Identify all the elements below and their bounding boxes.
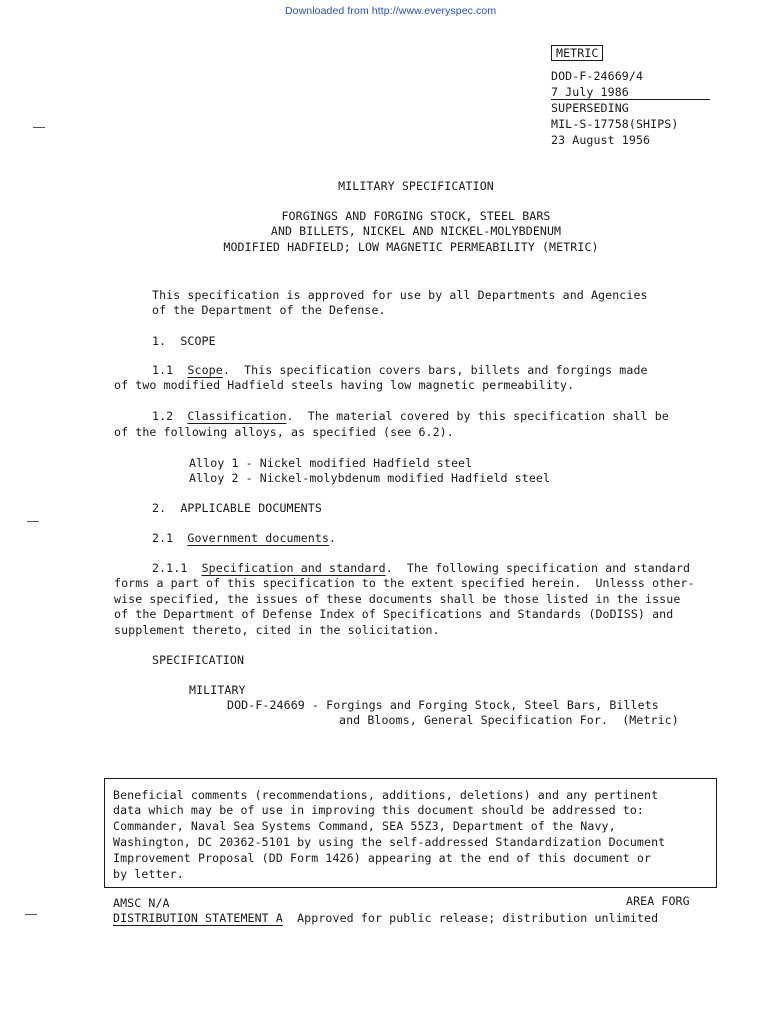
section-2-1-1-line-1	[152, 561, 690, 576]
section-1-2-text: . The material covered by this specification shall be	[286, 409, 669, 423]
notice-line-5: Improvement Proposal (DD Form 1426) appearing at the end of this document or	[113, 851, 652, 865]
section-1-1-text: . This specification covers bars, billets and forgings made	[222, 363, 648, 377]
specification-label: SPECIFICATION	[152, 653, 245, 667]
superseded-date: 23 August 1956	[551, 133, 651, 147]
distribution-text: Approved for public release; distribution unlimited	[297, 911, 659, 925]
margin-mark	[27, 521, 39, 522]
section-2-1-1-title: Specification and standard	[201, 561, 386, 575]
section-1-1-number: 1.1	[152, 363, 174, 377]
download-link[interactable]: Downloaded from http://www.everyspec.com	[285, 5, 497, 17]
section-1-2-line-1	[152, 409, 669, 424]
applicable-documents-heading: 2. APPLICABLE DOCUMENTS	[152, 501, 322, 515]
distribution-statement	[113, 911, 658, 926]
notice-line-2: data which may be of use in improving this document should be addressed to:	[113, 803, 645, 817]
notice-line-1: Beneficial comments (recommendations, additions, deletions) and any pertinent	[113, 788, 659, 802]
notice-line-3: Commander, Naval Sea Systems Command, SEA 55Z3, Department of the Navy,	[113, 819, 616, 833]
date-underline	[551, 99, 710, 100]
notice-line-4: Washington, DC 20362-5101 by using the self-addressed Standardization Document	[113, 835, 666, 849]
reference-line-1: DOD-F-24669 - Forgings and Forging Stock, Steel Bars, Billets	[227, 698, 659, 712]
title-line-2: AND BILLETS, NICKEL AND NICKEL-MOLYBDENUM	[270, 224, 562, 238]
reference-line-2: and Blooms, General Specification For. (Metric)	[339, 713, 679, 727]
scope-heading: 1. SCOPE	[152, 334, 216, 348]
title-line-3: MODIFIED HADFIELD; LOW MAGNETIC PERMEABILITY (METRIC)	[223, 240, 599, 254]
military-label: MILITARY	[189, 683, 246, 697]
document-date: 7 July 1986	[551, 85, 629, 99]
document-number: DOD-F-24669/4	[551, 69, 644, 83]
section-2-1-1-line-3: wise specified, the issues of these documents shall be those listed in the issue	[114, 592, 681, 606]
area-label: AREA FORG	[626, 894, 690, 908]
section-1-2-title: Classification	[187, 409, 287, 423]
section-2-1-number: 2.1	[152, 531, 174, 545]
metric-badge	[551, 45, 603, 62]
alloy-1: Alloy 1 - Nickel modified Hadfield steel	[189, 456, 473, 470]
section-2-1-1-line-4: of the Department of Defense Index of Specifications and Standards (DoDISS) and	[114, 607, 674, 621]
section-1-1-title: Scope	[187, 363, 223, 377]
metric-label: METRIC	[551, 45, 603, 61]
distribution-label: DISTRIBUTION STATEMENT A	[113, 911, 283, 925]
section-1-2-line-2: of the following alloys, as specified (see 6.2).	[114, 425, 454, 439]
superseding-label: SUPERSEDING	[551, 101, 629, 115]
approval-line-1: This specification is approved for use by all Departments and Agencies	[152, 288, 648, 302]
spec-type-heading: MILITARY SPECIFICATION	[338, 179, 494, 193]
section-2-1-1-line-5: supplement thereto, cited in the solicitation.	[114, 623, 440, 637]
section-2-1-1-number: 2.1.1	[152, 561, 188, 575]
amsc-label: AMSC N/A	[113, 896, 170, 910]
title-line-1: FORGINGS AND FORGING STOCK, STEEL BARS	[281, 209, 551, 223]
section-2-1-1-text: . The following specification and standard	[385, 561, 691, 575]
section-1-1-line-1	[152, 363, 648, 378]
section-1-1-line-2: of two modified Hadfield steels having low magnetic permeability.	[114, 378, 575, 392]
approval-line-2: of the Department of the Defense.	[152, 303, 386, 317]
superseded-document: MIL-S-17758(SHIPS)	[551, 117, 679, 131]
section-2-1-title: Government documents	[187, 531, 330, 545]
margin-mark	[25, 914, 37, 915]
section-2-1-1-line-2: forms a part of this specification to the extent specified herein. Unlesss other-	[114, 576, 695, 590]
notice-line-6: by letter.	[113, 867, 184, 881]
margin-mark	[33, 127, 45, 128]
alloy-2: Alloy 2 - Nickel-molybdenum modified Hadfield steel	[189, 471, 551, 485]
section-2-1: 2.1 Government documents.	[152, 531, 337, 545]
section-1-2-number: 1.2	[152, 409, 174, 423]
